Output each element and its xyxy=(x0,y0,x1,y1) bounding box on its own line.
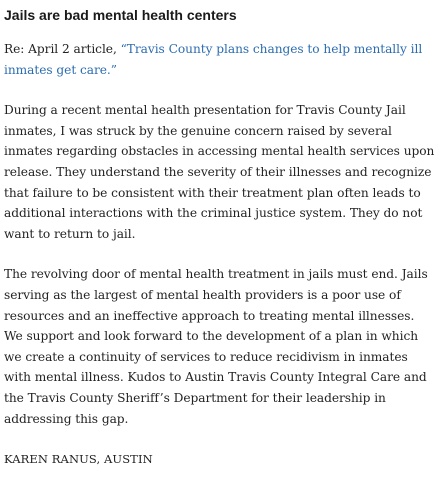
reference-prefix: Re: April 2 article, xyxy=(4,42,121,56)
letter-signature: KAREN RANUS, AUSTIN xyxy=(4,452,153,467)
letter-paragraph-1: During a recent mental health presentation for Travis County Jail inmates, I was struck by the genuine concern raised by several inmates regarding obstacles in accessing mental health services upon release. They understand the severity of their illnesses and recognize that failure to be consistent with their treatment plan often leads to additional interactions with the criminal justice system. They do not want to return to jail. xyxy=(4,103,435,241)
letter-headline: Jails are bad mental health centers xyxy=(4,7,237,23)
letter-paragraph-2: The revolving door of mental health treatment in jails must end. Jails serving as the largest of mental health providers is a poor use of resources and an ineffective approach to treating mental illnesses. We support and look forward to the development of a plan in which we create a continuity of services to reduce recidivism in inmates with mental illness. Kudos to Austin Travis County Integral Care and the Travis County Sheriff’s Department for their leadership in addressing this gap. xyxy=(4,267,428,426)
letter-to-editor xyxy=(4,6,436,470)
article-reference xyxy=(4,39,436,80)
article-link[interactable]: “Travis County plans changes to help mentally ill inmates get care.” xyxy=(4,42,423,77)
